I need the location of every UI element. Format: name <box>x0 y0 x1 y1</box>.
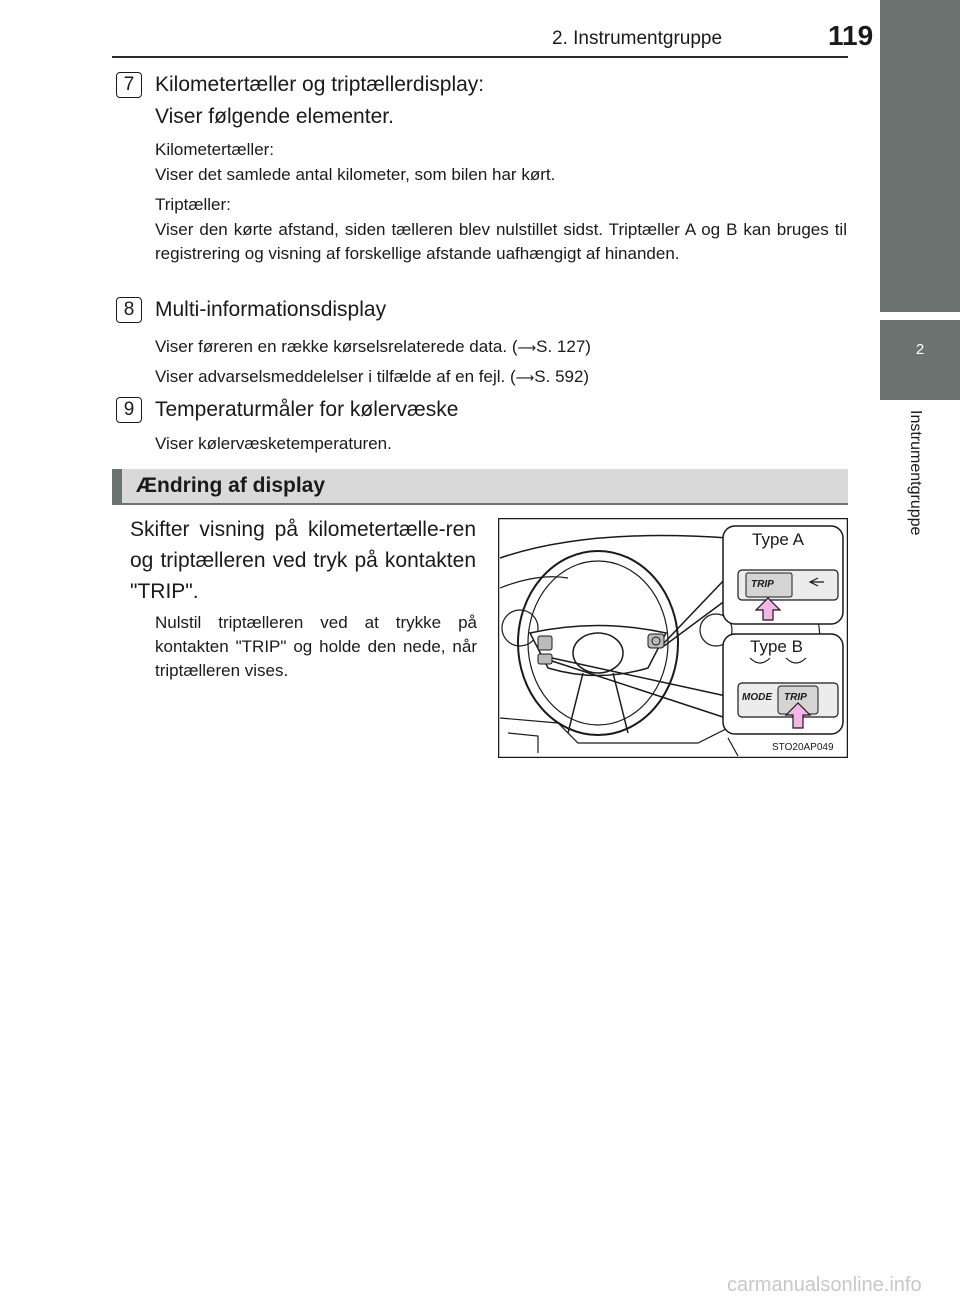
type-a-label: Type A <box>752 530 804 549</box>
item-title: Kilometertæller og triptællerdisplay: <box>155 73 485 96</box>
header-rule <box>112 56 848 58</box>
mode-button-label: MODE <box>742 692 772 703</box>
chapter-number-tab <box>880 320 960 400</box>
section-heading-bar <box>112 469 848 503</box>
chapter-tab-top <box>880 0 960 312</box>
odometer-heading: Kilometertæller: <box>155 140 275 159</box>
item-title: Temperaturmåler for kølervæske <box>155 398 459 421</box>
trip-button-label: TRIP <box>784 692 807 703</box>
info-line: Viser advarselsmeddelelser i tilfælde af en fejl. (⟶S. 592) <box>155 367 590 386</box>
item-number-badge: 8 <box>116 297 142 323</box>
steering-wheel-illustration <box>498 518 848 758</box>
item-title: Multi-informationsdisplay <box>155 298 387 321</box>
section-sub-text: Nulstil triptælleren ved at trykke på kontakten "TRIP" og holde den nede, når triptælleren vises. <box>155 613 477 680</box>
section-rule <box>112 503 848 505</box>
section-main-text: Skifter visning på kilometertælle-ren og triptælleren ved tryk på kontakten "TRIP". <box>130 518 476 603</box>
arrow-right-icon: ⟶ <box>517 340 537 355</box>
running-header: 2. Instrumentgruppe <box>552 28 723 49</box>
chapter-number: 2 <box>915 341 925 358</box>
page-number: 119 <box>828 20 874 51</box>
type-b-label: Type B <box>750 637 803 656</box>
chapter-label: Instrumentgruppe <box>907 410 924 536</box>
item-number-badge: 9 <box>116 397 142 423</box>
item-text: Viser kølervæsketemperaturen. <box>155 434 392 453</box>
odometer-text: Viser det samlede antal kilometer, som bilen har kørt. <box>155 165 556 184</box>
item-number-badge: 7 <box>116 72 142 98</box>
section-heading: Ændring af display <box>136 474 326 497</box>
trip-button-label: TRIP <box>751 579 774 590</box>
trip-text: Viser den kørte afstand, siden tælleren blev nulstillet sidst. Triptæller A og B kan bruges til registrering og visning af forskellige afstande uafhængigt af hinanden. <box>155 220 847 263</box>
item-subtitle: Viser følgende elementer. <box>155 105 394 128</box>
figure-code: STO20AP049 <box>772 742 834 753</box>
page-reference-link[interactable]: S. 592) <box>534 367 590 386</box>
page-reference-link[interactable]: S. 127) <box>536 337 591 356</box>
info-line: Viser føreren en række kørselsrelaterede data. (⟶S. 127) <box>155 337 591 356</box>
arrow-right-icon: ⟶ <box>515 370 535 385</box>
trip-heading: Triptæller: <box>155 195 231 214</box>
footer-watermark: carmanualsonline.info <box>727 1274 922 1296</box>
